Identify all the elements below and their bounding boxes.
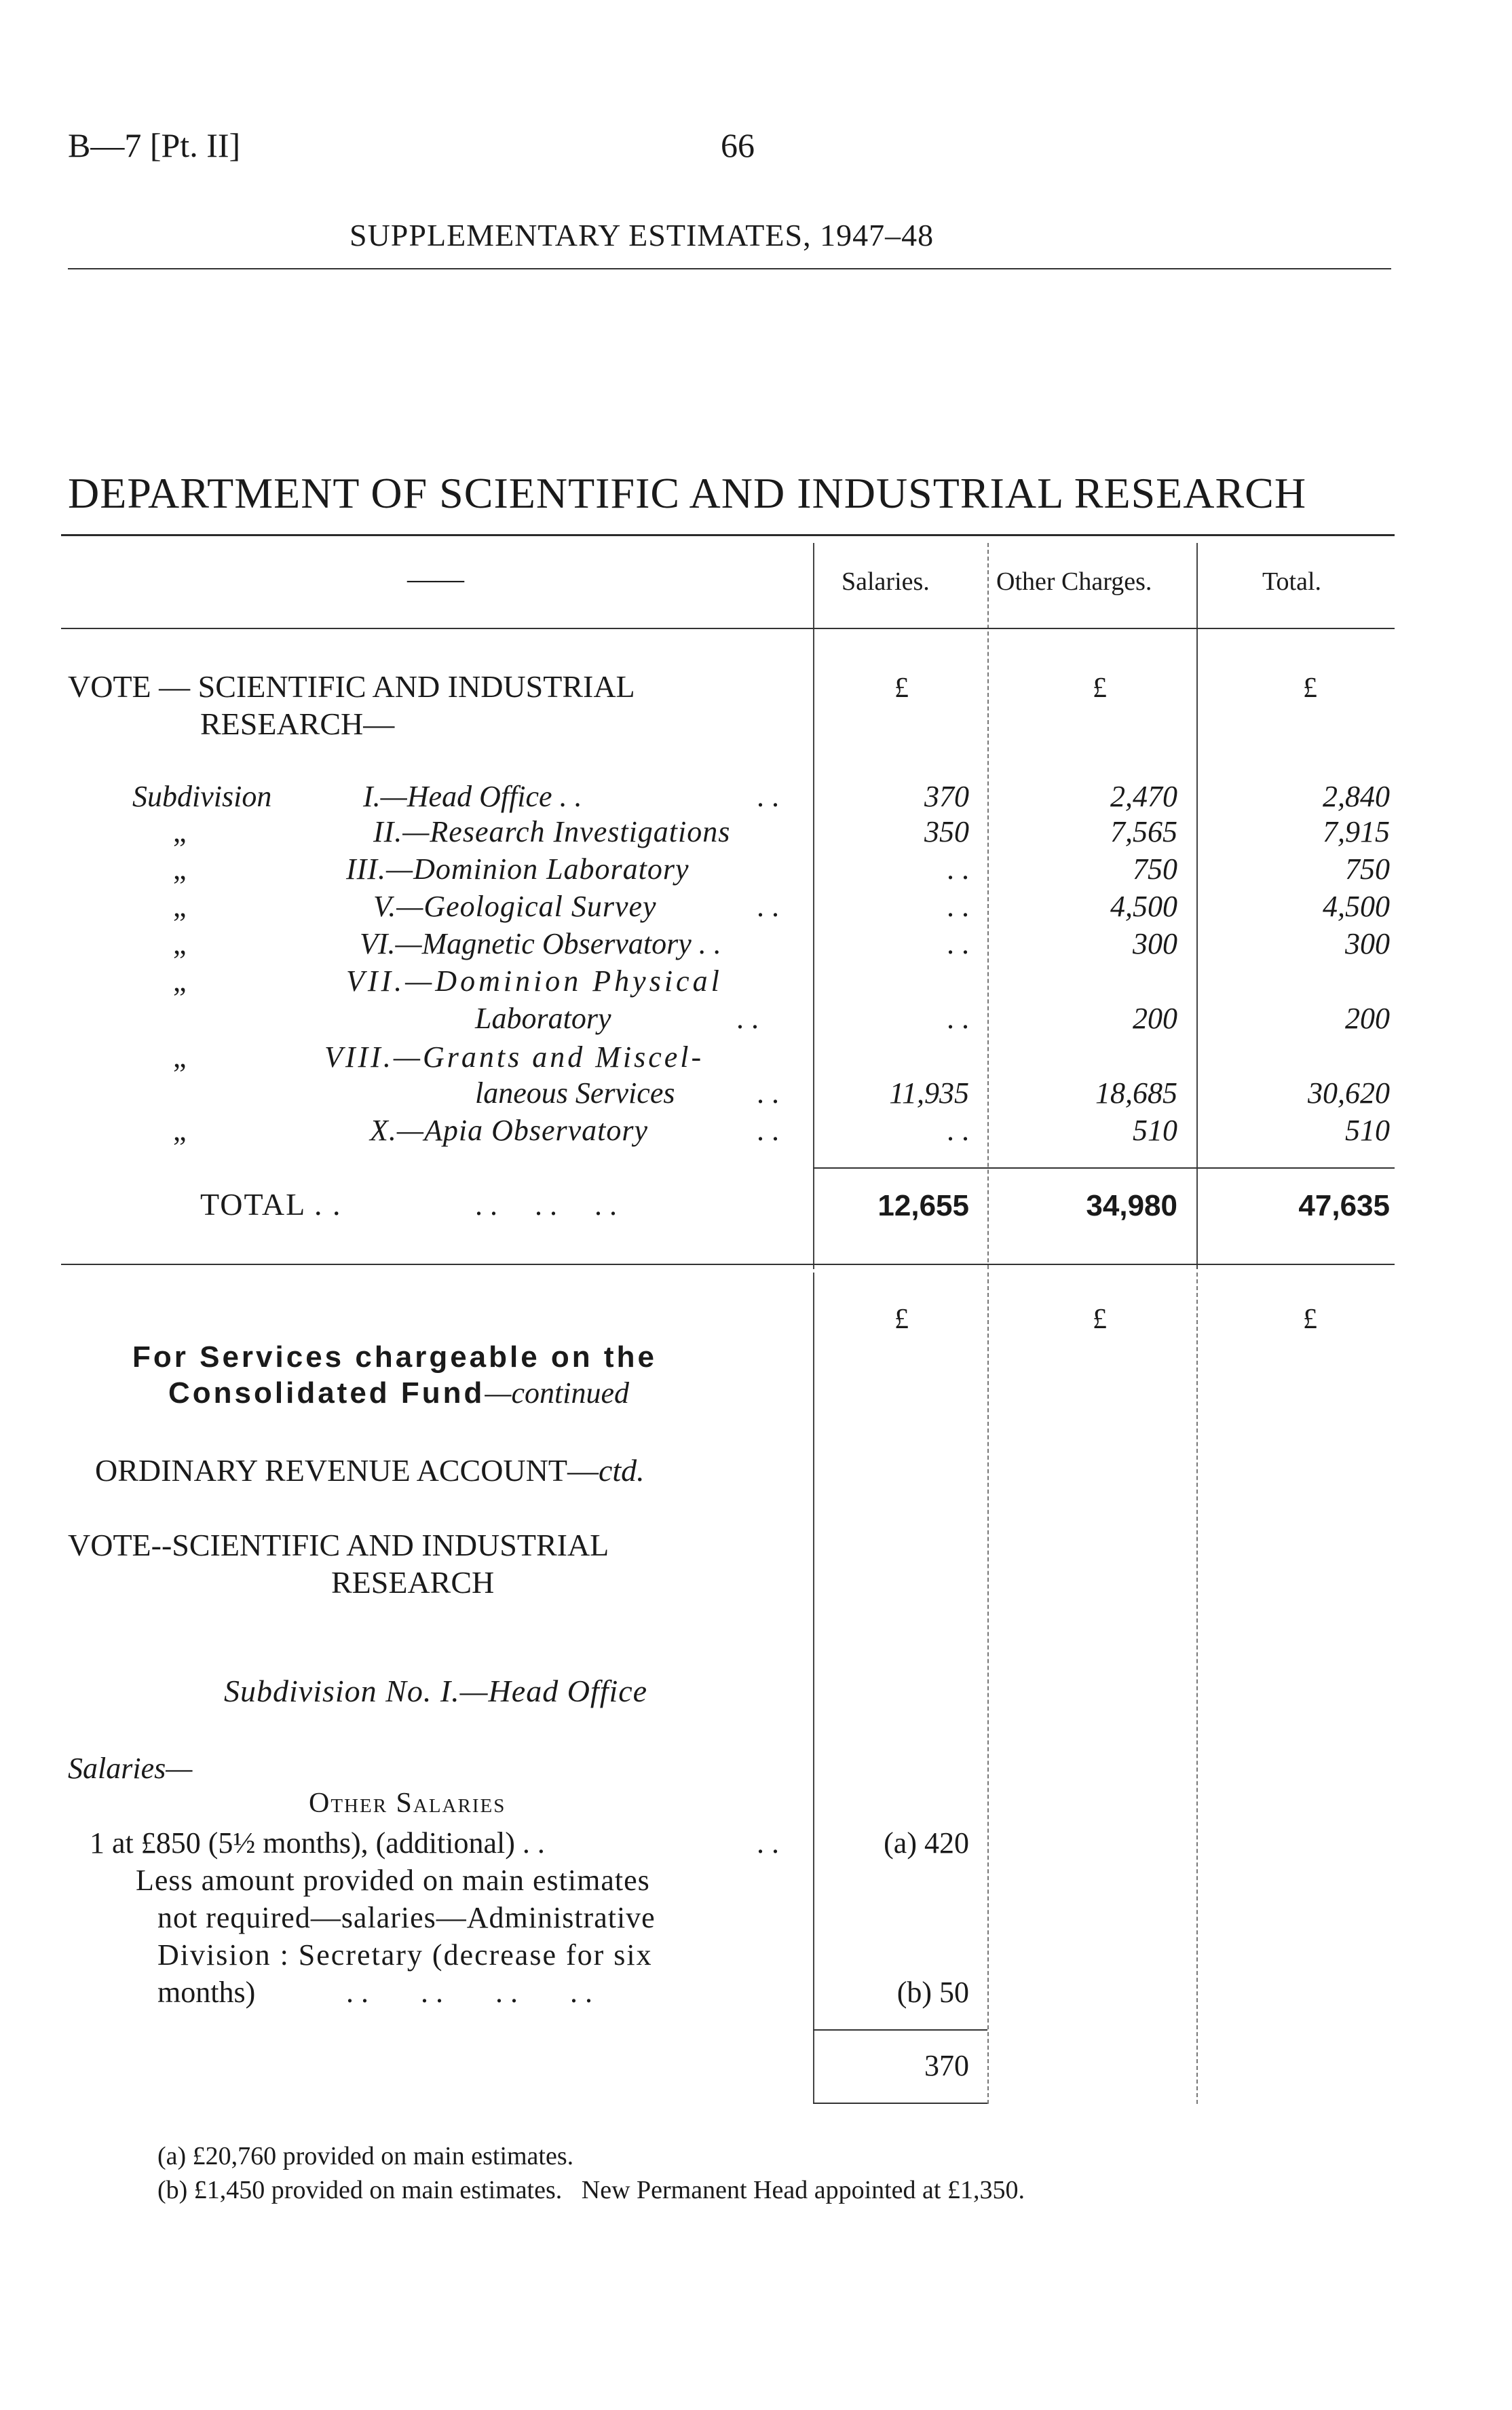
ditto-mark: „ (173, 1114, 187, 1147)
ditto-mark: „ (173, 815, 187, 848)
detail-currency-total: £ (1303, 1304, 1317, 1335)
vote-heading-line2: RESEARCH— (200, 707, 395, 741)
row-total: 200 (1345, 1002, 1390, 1035)
row-label-cont: Laboratory (475, 1002, 611, 1035)
row-salaries: 370 (924, 780, 969, 813)
detail-currency-other: £ (1093, 1304, 1107, 1335)
net-value: 370 (924, 2049, 969, 2082)
row-other-charges: 750 (1133, 852, 1177, 886)
row-label-cont: laneous Services (475, 1076, 675, 1110)
row-salaries: . . (947, 890, 969, 923)
row-total: 30,620 (1308, 1076, 1390, 1110)
total-salaries: 12,655 (877, 1189, 969, 1222)
row-label: I.—Head Office . . (363, 780, 582, 813)
item-line: 1 at £850 (5½ months), (additional) . . (90, 1826, 545, 1860)
net-rule (813, 2029, 987, 2031)
account-name: ORDINARY REVENUE ACCOUNT— (95, 1453, 599, 1488)
column-rule-2 (987, 543, 989, 1269)
row-salaries: 11,935 (889, 1076, 969, 1110)
row-total: 7,915 (1323, 815, 1390, 848)
other-salaries-heading: Other Salaries (309, 1788, 506, 1819)
section-rule (61, 1264, 1395, 1265)
less-value: (b) 50 (896, 1976, 969, 2009)
row-other-charges: 200 (1133, 1002, 1177, 1035)
less-line-4: months) (157, 1976, 256, 2009)
less-line-2: not required—salaries—Administrative (157, 1901, 656, 1934)
footnote-a: (a) £20,760 provided on main estimates. (157, 2142, 574, 2170)
row-total: 510 (1345, 1114, 1390, 1147)
continued-note: —continued (485, 1376, 630, 1410)
row-salaries: . . (947, 1002, 969, 1035)
detail-vote-line2: RESEARCH (331, 1565, 495, 1600)
leader-dots: . . (736, 1002, 759, 1035)
header-rule (68, 268, 1391, 269)
col-head-salaries: Salaries. (842, 567, 930, 596)
row-salaries: 350 (924, 815, 969, 848)
total-total: 47,635 (1298, 1189, 1390, 1222)
row-other-charges: 2,470 (1110, 780, 1177, 813)
net-bottom-rule (813, 2103, 987, 2104)
row-other-charges: 18,685 (1095, 1076, 1177, 1110)
row-other-charges: 7,565 (1110, 815, 1177, 848)
leader-dots: . . (757, 1114, 779, 1147)
row-label: III.—Dominion Laboratory (346, 852, 689, 886)
leader-dots: . . (757, 890, 779, 923)
total-rule (813, 1167, 1395, 1169)
ditto-mark: „ (173, 852, 187, 886)
department-title: DEPARTMENT OF SCIENTIFIC AND INDUSTRIAL RESEARCH (68, 469, 1307, 517)
consolidated-fund: Consolidated Fund (168, 1376, 485, 1410)
account-ctd: ctd. (598, 1453, 645, 1488)
row-total: 4,500 (1323, 890, 1390, 923)
row-label: VI.—Magnetic Observatory . . (360, 927, 721, 960)
page-reference: B—7 [Pt. II] (68, 126, 241, 164)
column-rule-3 (1196, 543, 1198, 1269)
row-total: 750 (1345, 852, 1390, 886)
stub-dash: —— (407, 564, 464, 595)
column-rule-3-lower (1196, 1273, 1198, 2104)
col-head-total: Total. (1262, 567, 1322, 596)
total-label: TOTAL . . (200, 1187, 342, 1222)
row-label: II.—Research Investigations (373, 815, 731, 848)
ditto-mark: „ (173, 964, 187, 998)
services-heading-line2 (168, 1376, 629, 1410)
services-heading-line1: For Services chargeable on the (132, 1340, 657, 1374)
row-other-charges: 300 (1133, 927, 1177, 960)
row-total: 2,840 (1323, 780, 1390, 813)
vote-heading-line1: VOTE — SCIENTIFIC AND INDUSTRIAL (68, 669, 635, 704)
table-head-rule (61, 628, 1395, 629)
row-label: VII.—Dominion Physical (346, 964, 723, 998)
salaries-heading: Salaries— (68, 1752, 193, 1785)
less-line-1: Less amount provided on main estimates (136, 1864, 650, 1897)
less-leader-dots: . . . . . . . . (346, 1976, 592, 2009)
ditto-mark: „ (173, 1040, 187, 1074)
row-label: V.—Geological Survey (373, 890, 657, 923)
ditto-mark: „ (173, 890, 187, 923)
account-heading (95, 1452, 645, 1488)
ditto-mark: „ (173, 927, 187, 960)
col-head-other-charges: Other Charges. (996, 567, 1152, 596)
currency-salaries: £ (894, 673, 909, 704)
column-rule-2-lower (987, 1273, 989, 2104)
footnote-b: (b) £1,450 provided on main estimates. New Permanent Head appointed at £1,350. (157, 2176, 1025, 2204)
item-value: (a) 420 (884, 1826, 969, 1860)
leader-dots: . . (757, 1826, 779, 1860)
row-salaries: . . (947, 1114, 969, 1147)
total-other-charges: 34,980 (1086, 1189, 1177, 1222)
row-label: VIII.—Grants and Miscel- (324, 1040, 704, 1074)
currency-other: £ (1093, 673, 1107, 704)
row-label: X.—Apia Observatory (370, 1114, 649, 1147)
page-title: SUPPLEMENTARY ESTIMATES, 1947–48 (349, 218, 934, 252)
leader-dots: . . (757, 1076, 779, 1110)
row-other-charges: 4,500 (1110, 890, 1177, 923)
total-leader-dots: . . . . . . (475, 1188, 617, 1222)
leader-dots: . . (757, 780, 779, 813)
row-total: 300 (1345, 927, 1390, 960)
page-number: 66 (721, 126, 755, 164)
less-line-3: Division : Secretary (decrease for six (157, 1938, 653, 1972)
detail-currency-salaries: £ (894, 1304, 909, 1335)
row-other-charges: 510 (1133, 1114, 1177, 1147)
subdivision-heading: Subdivision No. I.—Head Office (224, 1674, 648, 1708)
row-salaries: . . (947, 852, 969, 886)
currency-total: £ (1303, 673, 1317, 704)
row-salaries: . . (947, 927, 969, 960)
subdivision-label: Subdivision (132, 780, 272, 813)
table-top-rule (61, 534, 1395, 536)
detail-vote-line1: VOTE--SCIENTIFIC AND INDUSTRIAL (68, 1528, 609, 1562)
